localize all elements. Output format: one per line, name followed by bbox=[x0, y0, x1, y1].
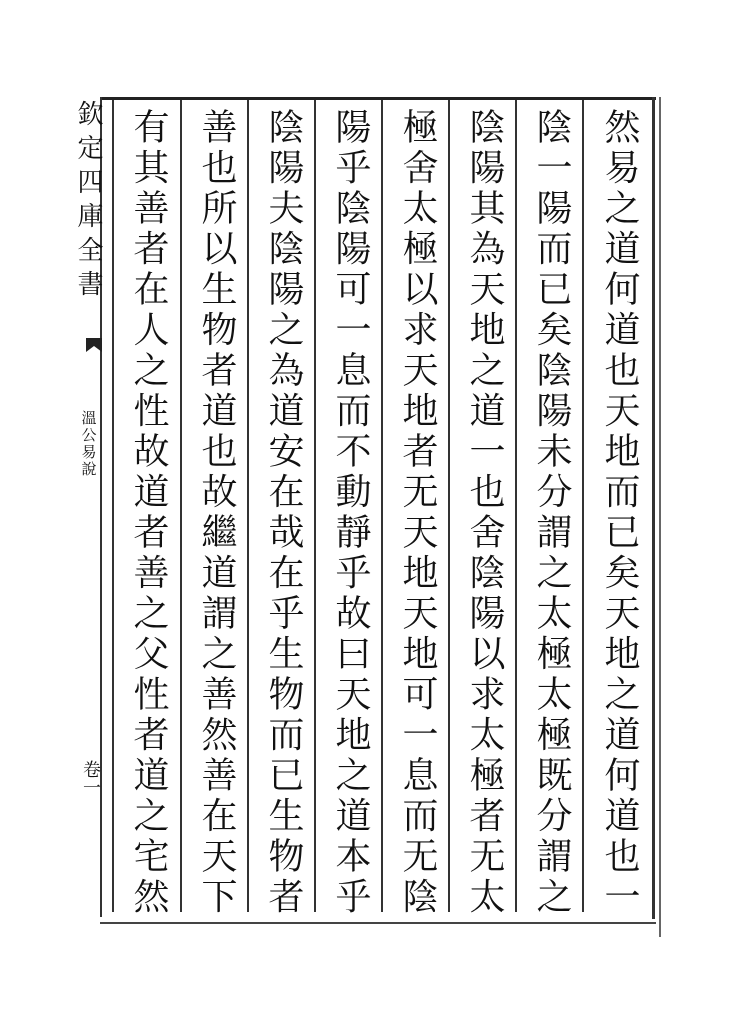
column-rule bbox=[112, 100, 114, 912]
column-rule bbox=[314, 100, 316, 912]
text-column-8 bbox=[117, 108, 179, 918]
text-column-8-text: 有其善者在人之性故道者善之父性者道之宅然 bbox=[128, 108, 169, 918]
text-column-3 bbox=[453, 108, 515, 918]
text-column-1-text: 然易之道何道也天地而已矣天地之道何道也一 bbox=[599, 108, 640, 918]
text-column-2-text: 陰一陽而已矣陰陽未分謂之太極太極既分謂之 bbox=[531, 108, 572, 918]
text-column-7 bbox=[185, 108, 247, 918]
text-column-5 bbox=[319, 108, 381, 918]
text-column-5-text: 陽乎陰陽可一息而不動靜乎故曰天地之道本乎 bbox=[330, 108, 371, 918]
text-column-4-text: 極舍太極以求天地者无天地天地可一息而无陰 bbox=[397, 108, 438, 918]
text-column-7-text: 善也所以生物者道也故繼道謂之善然善在天下 bbox=[196, 108, 237, 918]
frame-right-outer-border bbox=[659, 97, 661, 937]
fish-tail-mark bbox=[84, 337, 104, 353]
margin-book-title bbox=[76, 410, 102, 478]
text-column-2 bbox=[520, 108, 582, 918]
column-rule bbox=[381, 100, 383, 912]
margin-title-text: 欽定四庫全書 bbox=[73, 100, 103, 304]
margin-book-title-text: 溫公易說 bbox=[79, 410, 98, 478]
text-column-6-text: 陰陽夫陰陽之為道安在哉在乎生物而已生物者 bbox=[263, 108, 304, 918]
column-rule bbox=[515, 100, 517, 912]
text-column-1 bbox=[588, 108, 650, 918]
column-rule bbox=[247, 100, 249, 912]
column-rule bbox=[180, 100, 182, 912]
margin-page-number-text: 卷一 bbox=[80, 760, 101, 796]
text-column-6 bbox=[252, 108, 314, 918]
text-column-3-text: 陰陽其為天地之道一也舍陰陽以求太極者无太 bbox=[464, 108, 505, 918]
frame-right-border bbox=[652, 97, 655, 919]
margin-page-number bbox=[78, 760, 102, 796]
text-column-4 bbox=[386, 108, 448, 918]
column-rule bbox=[582, 100, 584, 912]
margin-title bbox=[70, 100, 106, 304]
column-rule bbox=[448, 100, 450, 912]
